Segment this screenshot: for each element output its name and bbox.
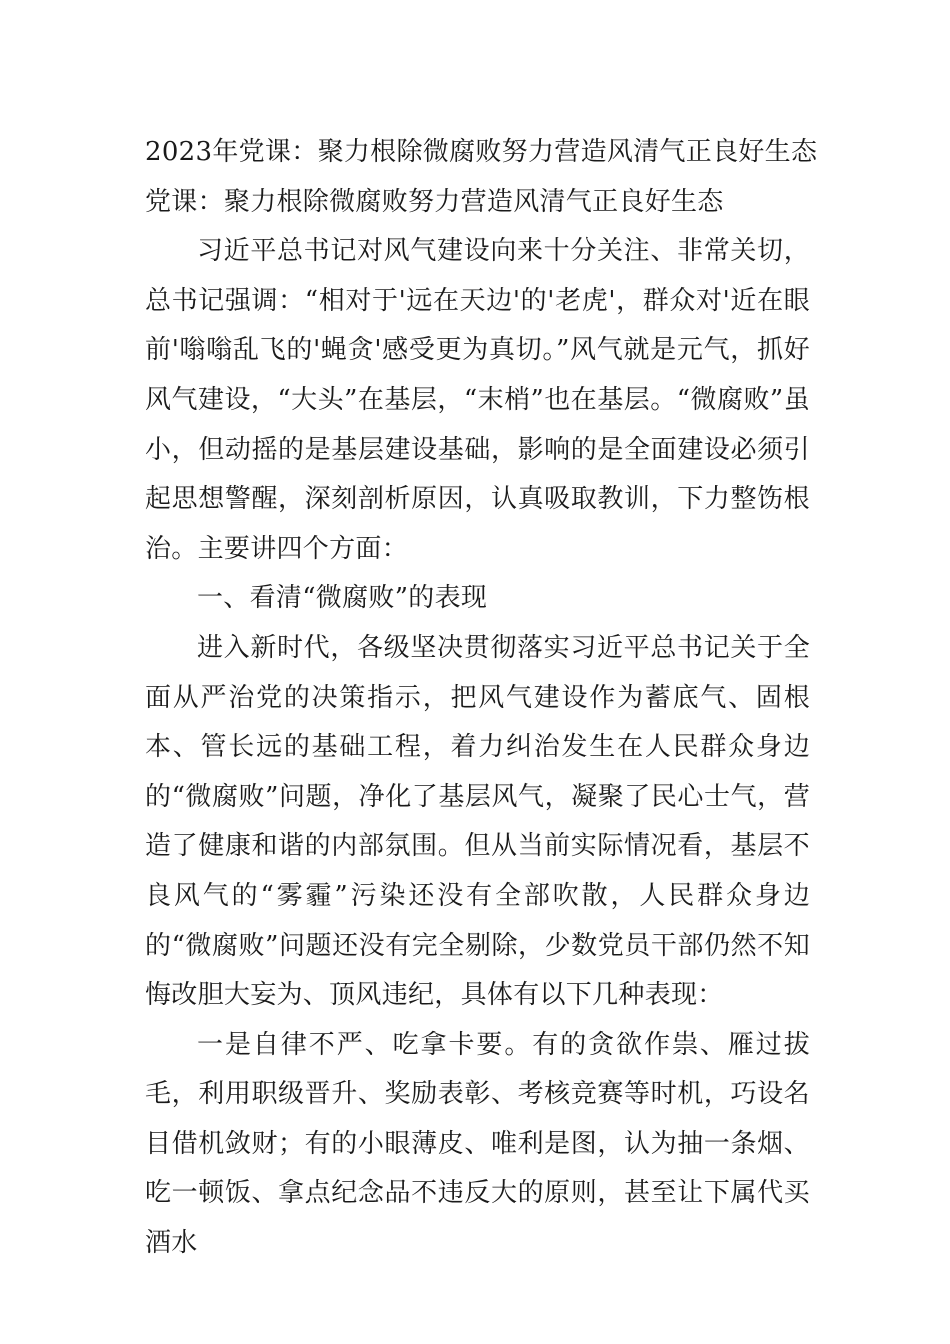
paragraph-intro: 习近平总书记对风气建设向来十分关注、非常关切，总书记强调：“相对于'远在天边'的'老虎'，群众对'近在眼前'嗡嗡乱飞的'蝇贪'感受更为真切。”风气就是元气，抓好风气建设，“大头”在基层，“末梢”也在基层。“微腐败”虽小，但动摇的是基层建设基础，影响的是全面建设必须引起思想警醒，深刻剖析原因，认真吸取教训，下力整饬根治。主要讲四个方面：	[145, 236, 810, 564]
document-title-line-1: 2023年党课：聚力根除微腐败努力营造风清气正良好生态	[145, 137, 818, 167]
paragraph-section-1: 进入新时代，各级坚决贯彻落实习近平总书记关于全面从严治党的决策指示，把风气建设作为蓄底气、固根本、管长远的基础工程，着力纠治发生在人民群众身边的“微腐败”问题，净化了基层风气，凝聚了民心士气，营造了健康和谐的内部氛围。但从当前实际情况看，基层不良风气的“雾霾”污染还没有全部吹散，人民群众身边的“微腐败”问题还没有完全剔除，少数党员干部仍然不知悔改胆大妄为、顶风违纪，具体有以下几种表现：	[145, 632, 810, 1011]
document-body	[145, 128, 818, 1269]
document-title-line-2: 党课：聚力根除微腐败努力营造风清气正良好生态	[145, 186, 724, 217]
section-heading-1: 一、看清“微腐败”的表现	[197, 583, 488, 614]
paragraph-point-1: 一是自律不严、吃拿卡要。有的贪欲作祟、雁过拔毛，利用职级晋升、奖励表彰、考核竞赛等时机，巧设名目借机敛财；有的小眼薄皮、唯利是图，认为抽一条烟、吃一顿饭、拿点纪念品不违反大的原则，甚至让下属代买酒水	[145, 1029, 810, 1259]
